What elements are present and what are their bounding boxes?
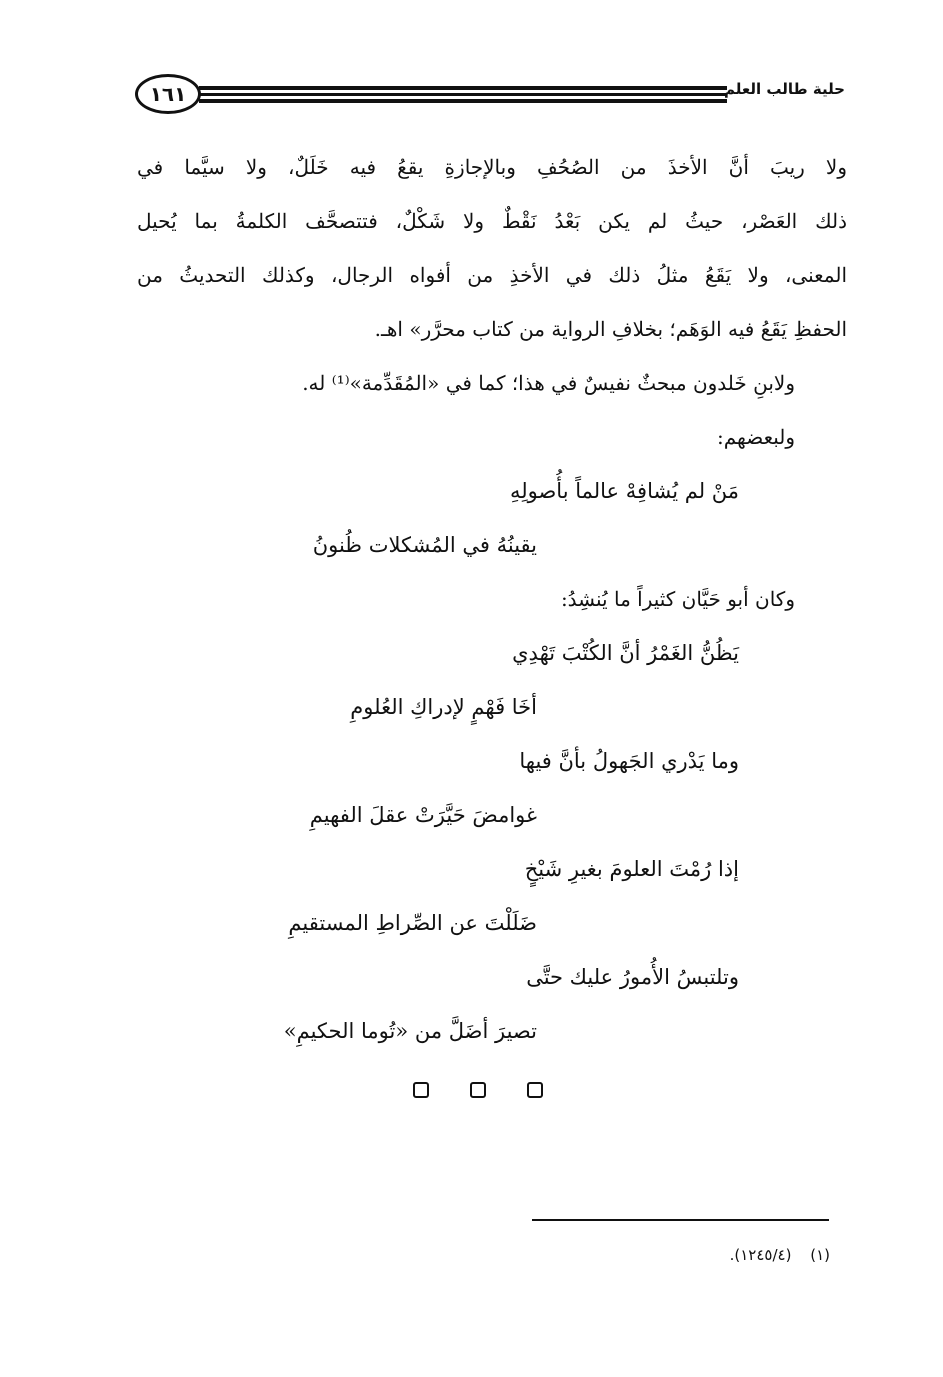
header-rule — [199, 93, 727, 96]
page-header — [135, 66, 845, 126]
paragraph-line: المعنى، ولا يَقَعُ مثلُ ذلك في الأخذِ من أفواه الرجال، وكذلك التحديثُ من — [137, 263, 847, 287]
verse-hemistich: مَنْ لم يُشافِهْ عالماً بأُصولِهِ — [509, 479, 739, 503]
footnote-text: (١٢٤٥/٤). — [729, 1246, 792, 1264]
verse-hemistich: وتلتبسُ الأُمورُ عليك حتَّى — [526, 965, 739, 989]
verse-hemistich: تصيرَ أضَلَّ من «تُوما الحكيمِ» — [283, 1019, 537, 1043]
section-separator — [413, 1082, 543, 1104]
page-number: ١٦١ — [135, 74, 201, 114]
paragraph-line: ذلك العَصْر، حيثُ لم يكن بَعْدُ نَقْطٌ ولا شَكْلٌ، فتتصحَّف الكلمةُ بما يُحيل — [137, 209, 847, 233]
footnote-rule — [532, 1219, 829, 1221]
verse-hemistich: إذا رُمْتَ العلومَ بغيرِ شَيْخٍ — [524, 857, 739, 881]
header-rule — [199, 99, 727, 103]
header-rule — [199, 86, 727, 90]
ibn-khaldun-line: ولابنِ خَلدون مبحثٌ نفيسٌ في هذا؛ كما في «المُقَدِّمة»⁽¹⁾ له. — [302, 371, 795, 395]
box-ornament-icon — [470, 1082, 486, 1098]
footnote — [530, 1246, 830, 1264]
footnote-marker: (١) — [810, 1246, 830, 1264]
paragraph-line: الحفظِ يَقَعُ فيه الوَهَم؛ بخلافِ الرواية من كتاب محرَّر» اهـ. — [374, 317, 847, 341]
paragraph-line: ولا ريبَ أنَّ الأخذَ من الصُحُفِ وبالإجازةِ يقعُ فيه خَلَلٌ، ولا سيَّما في — [137, 155, 847, 179]
verse-hemistich: يَظُنُّ الغَمْرُ أنَّ الكُتْبَ تَهْدِي — [512, 641, 739, 665]
verse-hemistich: أخَا فَهْمٍ لإدراكِ العُلومِ — [350, 695, 537, 719]
main-text — [137, 140, 847, 1058]
verse-hemistich: غوامضَ حَيَّرَتْ عقلَ الفهيمِ — [309, 803, 537, 827]
running-title: حلية طالب العلم — [724, 80, 845, 98]
verse-hemistich: يقينُهُ في المُشكلات ظُنونُ — [312, 533, 537, 557]
verse-hemistich: ضَلَلْتَ عن الصِّراطِ المستقيمِ — [288, 911, 537, 935]
box-ornament-icon — [413, 1082, 429, 1098]
verse-intro: ولبعضهم: — [716, 425, 795, 449]
verse-intro: وكان أبو حَيَّان كثيراً ما يُنشِدُ: — [560, 587, 795, 611]
verse-hemistich: وما يَدْري الجَهولُ بأنَّ فيها — [519, 749, 739, 773]
box-ornament-icon — [527, 1082, 543, 1098]
